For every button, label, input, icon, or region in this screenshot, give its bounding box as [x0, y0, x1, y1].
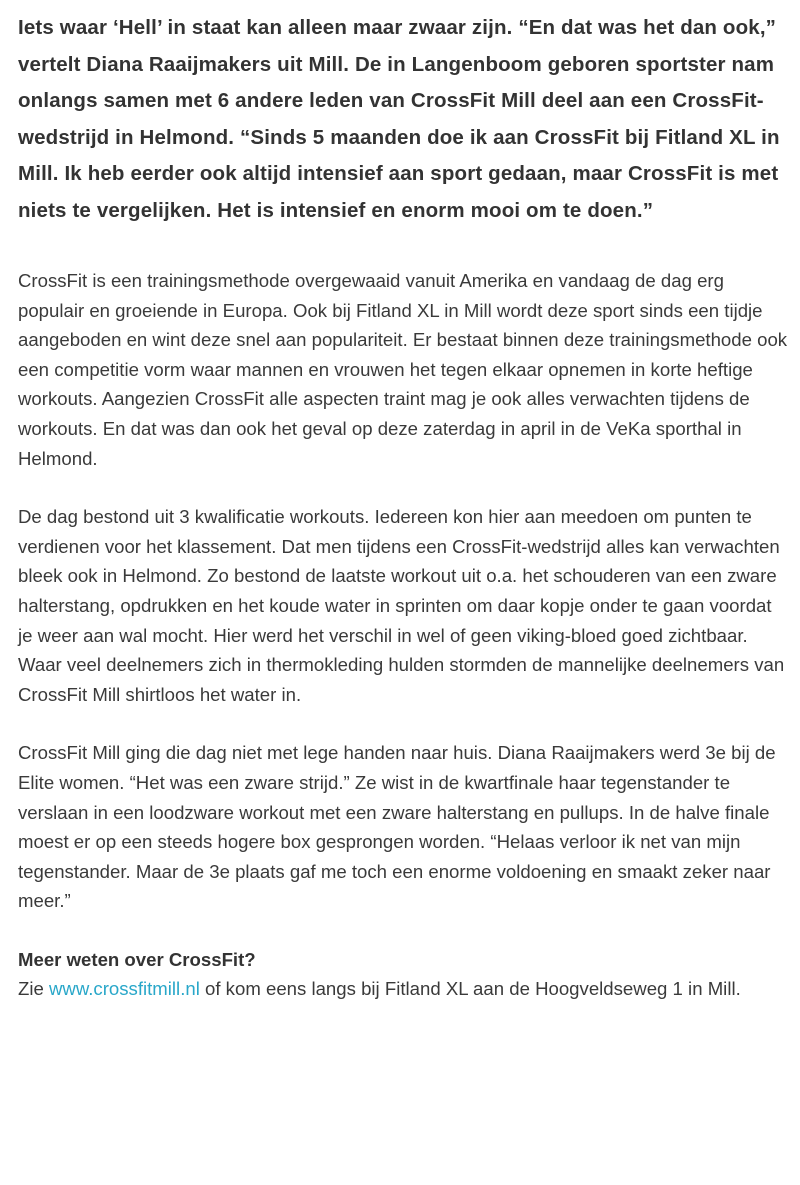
more-info-text [18, 974, 788, 1004]
article-intro: Iets waar ‘Hell’ in staat kan alleen maar zwaar zijn. “En dat was het dan ook,” vertelt Diana Raaijmakers uit Mill. De in Langenboom geboren sportster nam onlangs samen met 6 andere leden van CrossFit Mill deel aan een CrossFit-wedstrijd in Helmond. “Sinds 5 maanden doe ik aan CrossFit bij Fitland XL in Mill. Ik heb eerder ook altijd intensief aan sport gedaan, maar CrossFit is met niets te vergelijken. Het is intensief en enorm mooi om te doen.” [18, 16, 780, 222]
article [18, 10, 788, 1004]
article-paragraph: De dag bestond uit 3 kwalificatie workouts. Iedereen kon hier aan meedoen om punten te verdienen voor het klassement. Dat men tijdens een CrossFit-wedstrijd alles kan verwachten bleek ook in Helmond. Zo bestond de laatste workout uit o.a. het schouderen van een zware halterstang, opdrukken en het koude water in sprinten om daar kopje onder te gaan voordat je weer aan wal mocht. Hier werd het verschil in wel of geen viking-bloed goed zichtbaar. Waar veel deelnemers zich in thermokleding hulden stormden de mannelijke deelnemers van CrossFit Mill shirtloos het water in. [18, 506, 785, 705]
crossfitmill-link[interactable]: www.crossfitmill.nl [49, 978, 200, 1000]
article-paragraph: CrossFit is een trainingsmethode overgewaaid vanuit Amerika en vandaag de dag erg populair en groeiende in Europa. Ook bij Fitland XL in Mill wordt deze sport sinds een tijdje aangeboden en wint deze snel aan populariteit. Er bestaat binnen deze trainingsmethode ook een competitie vorm waar mannen en vrouwen het tegen elkaar opnemen in korte heftige workouts. Aangezien CrossFit alle aspecten traint mag je ook alles verwachten tijdens de workouts. En dat was dan ook het geval op deze zaterdag in april in de VeKa sporthal in Helmond. [18, 270, 788, 469]
more-info-suffix: of kom eens langs bij Fitland XL aan de Hoogveldseweg 1 in Mill. [199, 978, 741, 1000]
more-info-prefix: Zie [18, 978, 49, 1000]
article-paragraph: CrossFit Mill ging die dag niet met lege handen naar huis. Diana Raaijmakers werd 3e bij de Elite women. “Het was een zware strijd.” Ze wist in de kwartfinale haar tegenstander te verslaan in een loodzware workout met een zware halterstang en pullups. In de halve finale moest er op een steeds hogere box gesprongen worden. “Helaas verloor ik net van mijn tegenstander. Maar de 3e plaats gaf me toch een enorme voldoening en smaakt zeker naar meer.” [18, 742, 776, 912]
more-info-heading: Meer weten over CrossFit? [18, 948, 256, 970]
